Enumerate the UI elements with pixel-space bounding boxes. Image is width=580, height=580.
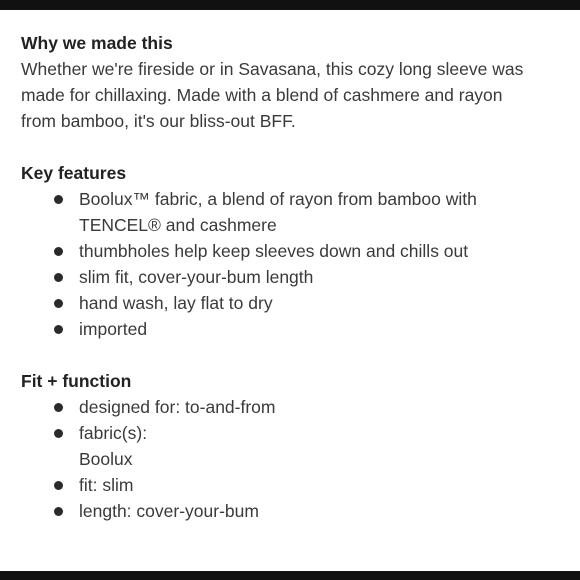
bottom-border-bar [0,571,580,580]
list-item [79,498,566,524]
bullet-icon [54,481,63,490]
fit-function-list [21,394,566,524]
key-features-list [21,186,566,342]
bullet-icon [54,429,63,438]
list-item [79,316,566,342]
bullet-icon [54,325,63,334]
fit-function-title: Fit + function [21,371,132,391]
why-line-3: from bamboo, it's our bliss-out BFF. [21,111,296,131]
bullet-icon [54,247,63,256]
list-item-line: TENCEL® and cashmere [79,215,277,235]
list-item-line: thumbholes help keep sleeves down and chills out [79,241,469,261]
bullet-icon [54,273,63,282]
top-border-bar [0,0,580,10]
list-item-line: slim fit, cover-your-bum length [79,267,314,287]
list-item [79,238,566,264]
list-item [79,264,566,290]
list-item-line: hand wash, lay flat to dry [79,293,273,313]
list-item-line: fit: slim [79,475,134,495]
why-section [21,30,566,134]
list-item [79,472,566,498]
key-features-title: Key features [21,163,127,183]
why-line-1: Whether we're fireside or in Savasana, this cozy long sleeve was [21,59,524,79]
list-item-line: designed for: to-and-from [79,397,276,417]
why-title: Why we made this [21,33,173,53]
list-item [79,290,566,316]
list-item [79,186,566,238]
fit-function-section [21,368,566,524]
list-item [79,394,566,420]
bullet-icon [54,507,63,516]
why-line-2: made for chillaxing. Made with a blend of cashmere and rayon [21,85,503,105]
section-spacer [21,342,566,368]
list-item-line: length: cover-your-bum [79,501,259,521]
bullet-icon [54,195,63,204]
key-features-section [21,160,566,342]
list-item-line: imported [79,319,148,339]
list-item-line: Boolux [79,449,133,469]
bullet-icon [54,403,63,412]
list-item-line: fabric(s): [79,423,148,443]
list-item [79,420,566,472]
list-item-line: Boolux™ fabric, a blend of rayon from bamboo with [79,189,477,209]
section-spacer [21,134,566,160]
description-content [21,30,566,524]
bullet-icon [54,299,63,308]
